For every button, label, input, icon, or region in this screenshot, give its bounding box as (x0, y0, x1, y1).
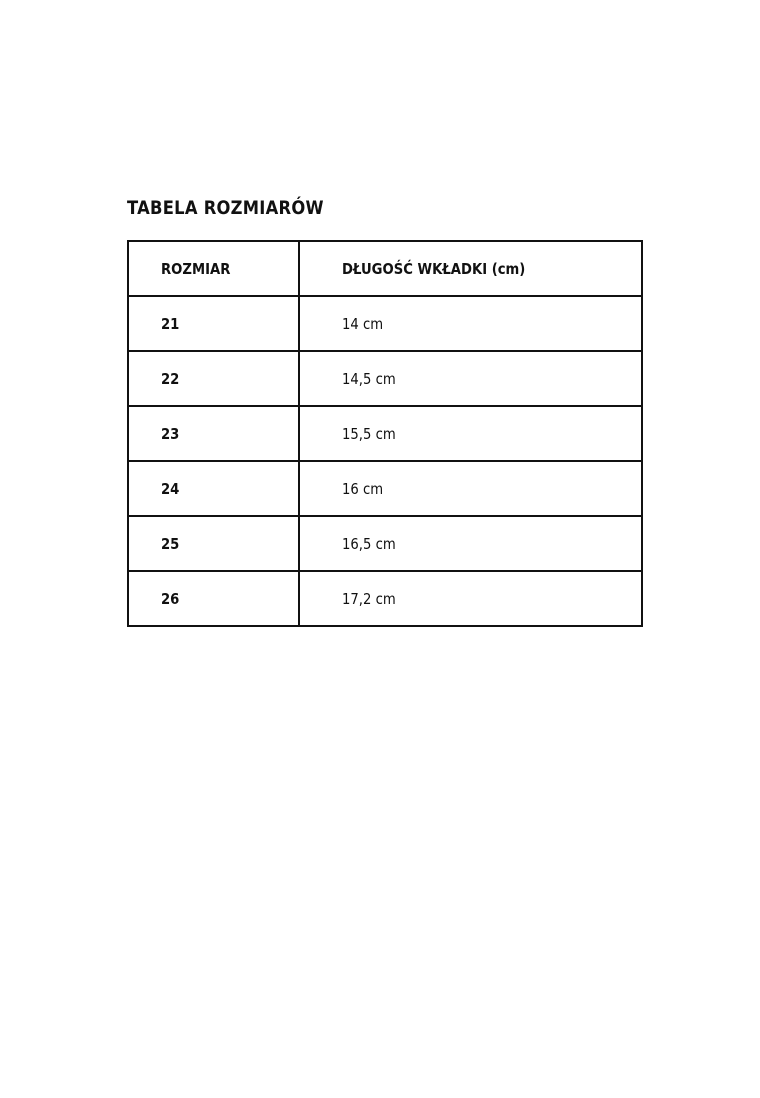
table-header-row (128, 241, 642, 296)
table-row (128, 571, 642, 626)
table-row (128, 461, 642, 516)
header-cell-size (128, 241, 299, 296)
table-row (128, 406, 642, 461)
size-value: 21 (161, 314, 180, 333)
size-cell (128, 461, 299, 516)
header-cell-length (299, 241, 642, 296)
size-cell (128, 406, 299, 461)
size-cell (128, 351, 299, 406)
size-value: 24 (161, 479, 180, 498)
length-value: 17,2 cm (342, 589, 396, 608)
length-value: 15,5 cm (342, 424, 396, 443)
size-value: 25 (161, 534, 180, 553)
size-table (127, 240, 643, 627)
length-cell (299, 461, 642, 516)
header-length-label: DŁUGOŚĆ WKŁADKI (cm) (342, 259, 526, 278)
header-size-label: ROZMIAR (161, 259, 231, 278)
size-value: 23 (161, 424, 180, 443)
length-value: 14,5 cm (342, 369, 396, 388)
page-title: TABELA ROZMIARÓW (127, 197, 324, 219)
length-cell (299, 406, 642, 461)
length-value: 16,5 cm (342, 534, 396, 553)
length-cell (299, 351, 642, 406)
size-value: 22 (161, 369, 180, 388)
length-value: 16 cm (342, 479, 384, 498)
size-cell (128, 296, 299, 351)
length-value: 14 cm (342, 314, 384, 333)
length-cell (299, 296, 642, 351)
size-cell (128, 516, 299, 571)
length-cell (299, 571, 642, 626)
table-row (128, 516, 642, 571)
length-cell (299, 516, 642, 571)
table-row (128, 296, 642, 351)
size-value: 26 (161, 589, 180, 608)
size-cell (128, 571, 299, 626)
table-row (128, 351, 642, 406)
